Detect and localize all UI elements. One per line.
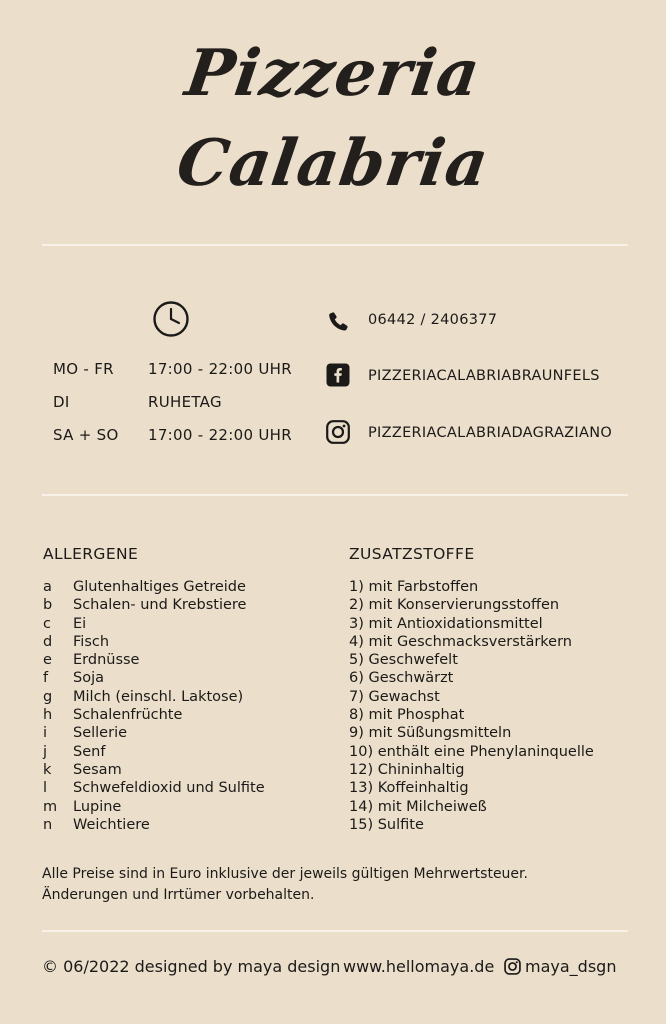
additive-item: 9) mit Süßungsmitteln [349,725,512,742]
allergen-letter: b [43,597,53,614]
additive-item: 13) Koffeinhaltig [349,780,469,797]
allergen-letter: m [43,798,58,815]
allergen-letter: a [43,579,52,595]
divider-top [42,244,628,246]
allergen-label: Sellerie [73,725,128,742]
allergen-letter: l [43,780,48,797]
allergens-heading: ALLERGENE [43,545,139,563]
allergen-item [43,688,265,706]
allergen-label: Lupine [73,798,122,815]
allergen-item [43,578,265,596]
additive-item: 15) Sulfite [349,816,424,833]
hours-time: RUHETAG [148,393,222,411]
additives-list [349,578,594,834]
page-title-line2: Calabria [172,126,494,201]
allergen-letter: g [43,688,53,705]
allergen-item [43,743,265,761]
hours-day: SA + SO [53,426,119,444]
allergen-letter: c [43,615,51,632]
instagram-handle[interactable]: PIZZERIACALABRIADAGRAZIANO [368,425,613,441]
additive-item: 5) Geschwefelt [349,652,458,669]
additive-item: 7) Gewachst [349,688,440,705]
allergen-label: Schalenfrüchte [73,707,183,724]
allergen-item [43,706,265,724]
additive-item: 3) mit Antioxidationsmittel [349,615,543,632]
allergen-label: Senf [73,743,106,760]
instagram-icon [504,958,521,975]
allergen-label: Weichtiere [73,816,150,833]
allergen-item [43,816,265,834]
allergen-label: Fisch [73,633,110,650]
allergens-list [43,578,265,834]
allergen-item [43,724,265,742]
footer-website[interactable]: www.hellomaya.de [343,957,495,976]
instagram-icon [326,420,350,444]
allergen-letter: k [43,761,52,778]
additives-heading: ZUSATZSTOFFE [349,545,475,563]
allergen-letter: j [43,743,48,760]
allergen-label: Soja [73,670,104,687]
allergen-letter: d [43,633,53,650]
allergen-item [43,596,265,614]
allergen-label: Ei [73,615,87,632]
allergen-label: Schwefeldioxid und Sulfite [73,780,265,797]
additive-item: 12) Chininhaltig [349,761,465,778]
additive-item: 14) mit Milcheiweß [349,798,487,815]
footer-copyright: © 06/2022 designed by maya design [42,957,341,976]
allergen-label: Erdnüsse [73,652,140,669]
allergen-letter: f [43,670,49,687]
divider-bottom [42,930,628,932]
allergen-item [43,779,265,797]
clock-icon [152,300,190,338]
additive-item: 4) mit Geschmacksverstärkern [349,633,572,650]
allergen-item [43,615,265,633]
facebook-icon [326,363,350,387]
allergen-label: Milch (einschl. Laktose) [73,688,244,705]
allergen-label: Sesam [73,761,122,778]
phone-number[interactable]: 06442 / 2406377 [368,312,498,328]
allergen-label: Glutenhaltiges Getreide [73,579,246,595]
allergen-item [43,761,265,779]
hours-day: MO - FR [53,360,114,378]
price-note [42,864,528,906]
price-note-line1: Alle Preise sind in Euro inklusive der jeweils gültigen Mehrwertsteuer. [42,866,528,882]
allergen-label: Schalen- und Krebstiere [73,597,247,614]
allergen-letter: n [43,816,53,833]
price-note-line2: Änderungen und Irrtümer vorbehalten. [42,887,315,903]
additive-item: 1) mit Farbstoffen [349,579,479,595]
allergen-item [43,798,265,816]
allergen-letter: i [43,725,48,742]
footer-instagram[interactable]: maya_dsgn [525,957,617,976]
allergen-item [43,651,265,669]
divider-middle [42,494,628,496]
hours-time: 17:00 - 22:00 UHR [148,360,292,378]
additive-item: 2) mit Konservierungsstoffen [349,597,560,614]
hours-time: 17:00 - 22:00 UHR [148,426,292,444]
allergen-item [43,633,265,651]
additive-item: 10) enthält eine Phenylaninquelle [349,743,594,760]
additive-item: 6) Geschwärzt [349,670,454,687]
hours-day: DI [53,393,70,411]
facebook-handle[interactable]: PIZZERIACALABRIABRAUNFELS [368,368,600,384]
allergen-letter: h [43,707,53,724]
allergen-item [43,669,265,687]
phone-icon [326,310,350,334]
page-title-line1: Pizzeria [181,36,485,111]
allergen-letter: e [43,652,52,669]
additive-item: 8) mit Phosphat [349,707,465,724]
